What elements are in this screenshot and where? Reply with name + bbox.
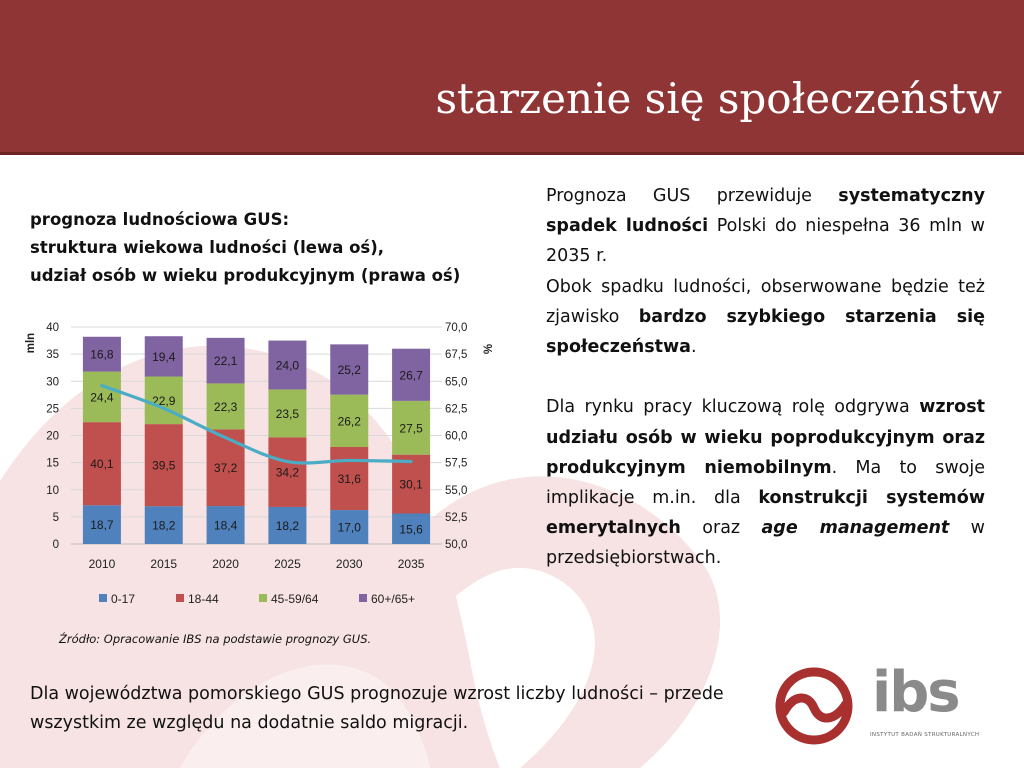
x-tick-label: 2015	[150, 557, 178, 571]
paragraph-labour-market: Dla rynku pracy kluczową rolę odgrywa wzrost udziału osób w wieku poprodukcyjnym oraz produkcyjnym niemobilnym. Ma to swoje implikacje m.in. dla konstrukcji systemów emerytalnych oraz age management w przedsiębiorstwach.	[546, 397, 985, 569]
ibs-logo-subtitle: INSTYTUT BADAŃ STRUKTURALNYCH	[870, 732, 980, 738]
y-tick-right: 67,5	[445, 349, 468, 362]
y-tick-left: 25	[46, 403, 59, 416]
legend-swatch	[176, 594, 184, 602]
x-tick-label: 2030	[335, 557, 363, 571]
data-label: 24,0	[275, 358, 300, 373]
y-tick-right: 57,5	[445, 457, 468, 470]
data-label: 25,2	[337, 363, 361, 378]
legend-swatch	[259, 594, 267, 602]
y-tick-left: 35	[46, 349, 59, 362]
y-tick-left: 10	[46, 484, 59, 497]
data-label: 37,2	[213, 461, 238, 476]
ibs-logo	[774, 660, 1014, 754]
legend-label: 0-17	[111, 592, 136, 606]
data-label: 18,2	[275, 518, 300, 533]
legend-label: 18-44	[188, 592, 219, 606]
data-label: 22,9	[152, 393, 176, 408]
y-tick-right: 62,5	[445, 403, 468, 416]
paragraph-aging: Obok spadku ludności, obserwowane będzie też zjawisko bardzo szybkiego starzenia się społeczeństwa.	[546, 276, 985, 358]
data-label: 22,3	[213, 399, 238, 414]
data-label: 23,5	[275, 406, 300, 421]
chart-source-note: Źródło: Opracowanie IBS na podstawie prognozy GUS.	[59, 632, 372, 646]
data-label: 17,0	[337, 520, 361, 535]
stacked-bar-chart	[14, 312, 514, 620]
data-label: 26,7	[399, 368, 423, 383]
data-label: 18,2	[152, 518, 176, 533]
legend-label: 45-59/64	[271, 592, 319, 606]
chart-caption-line-1: prognoza ludnościowa GUS:	[30, 210, 290, 229]
data-label: 31,6	[337, 472, 361, 487]
data-label: 39,5	[152, 458, 176, 473]
y-tick-left: 40	[46, 322, 59, 334]
legend-label: 60+/65+	[371, 592, 416, 606]
ibs-logo-emblem	[774, 664, 864, 754]
y-tick-left: 20	[46, 430, 59, 443]
header-band	[0, 0, 1024, 155]
data-label: 19,4	[152, 349, 176, 364]
y-tick-left: 5	[52, 511, 59, 524]
data-label: 30,1	[399, 477, 423, 492]
y-tick-right: 52,5	[445, 511, 468, 524]
paragraph-population-forecast: Prognoza GUS przewiduje systematyczny spadek ludności Polski do niespełna 36 mln w 2035 r.	[546, 186, 985, 267]
data-label: 16,8	[90, 347, 114, 362]
data-label: 18,7	[90, 518, 114, 533]
legend-swatch	[359, 594, 367, 602]
y-tick-right: 60,0	[445, 430, 468, 443]
y-axis-label-left: mln	[25, 332, 37, 354]
x-tick-label: 2020	[212, 557, 239, 571]
chart-caption	[30, 206, 530, 290]
data-label: 15,6	[399, 522, 423, 537]
data-label: 18,4	[213, 518, 238, 533]
y-tick-right: 50,0	[445, 539, 468, 551]
data-label: 24,4	[90, 390, 114, 405]
data-label: 34,2	[275, 465, 300, 480]
x-tick-label: 2025	[274, 557, 301, 571]
y-tick-right: 65,0	[445, 376, 468, 389]
y-tick-left: 0	[52, 539, 59, 551]
right-text-block	[546, 181, 985, 574]
chart-caption-line-3: udział osób w wieku produkcyjnym (prawa oś)	[30, 266, 461, 285]
data-label: 22,1	[213, 354, 238, 369]
footer-text: Dla województwa pomorskiego GUS prognozuje wzrost liczby ludności – przede wszystkim ze względu na dodatnie saldo migracji.	[30, 684, 724, 733]
chart-caption-line-2: struktura wiekowa ludności (lewa oś),	[30, 238, 385, 257]
y-tick-right: 70,0	[445, 322, 468, 334]
data-label: 40,1	[90, 457, 114, 472]
y-tick-left: 15	[46, 457, 59, 470]
x-tick-label: 2010	[88, 557, 116, 571]
y-tick-right: 55,0	[445, 484, 468, 497]
data-label: 27,5	[399, 421, 423, 436]
legend-swatch	[99, 594, 107, 602]
data-label: 26,2	[337, 414, 361, 429]
y-tick-left: 30	[46, 376, 59, 389]
slide-title: starzenie się społeczeństw	[435, 74, 1002, 123]
y-axis-label-right: %	[483, 343, 495, 355]
x-tick-label: 2035	[397, 557, 425, 571]
ibs-logo-text: ibs	[872, 660, 959, 725]
